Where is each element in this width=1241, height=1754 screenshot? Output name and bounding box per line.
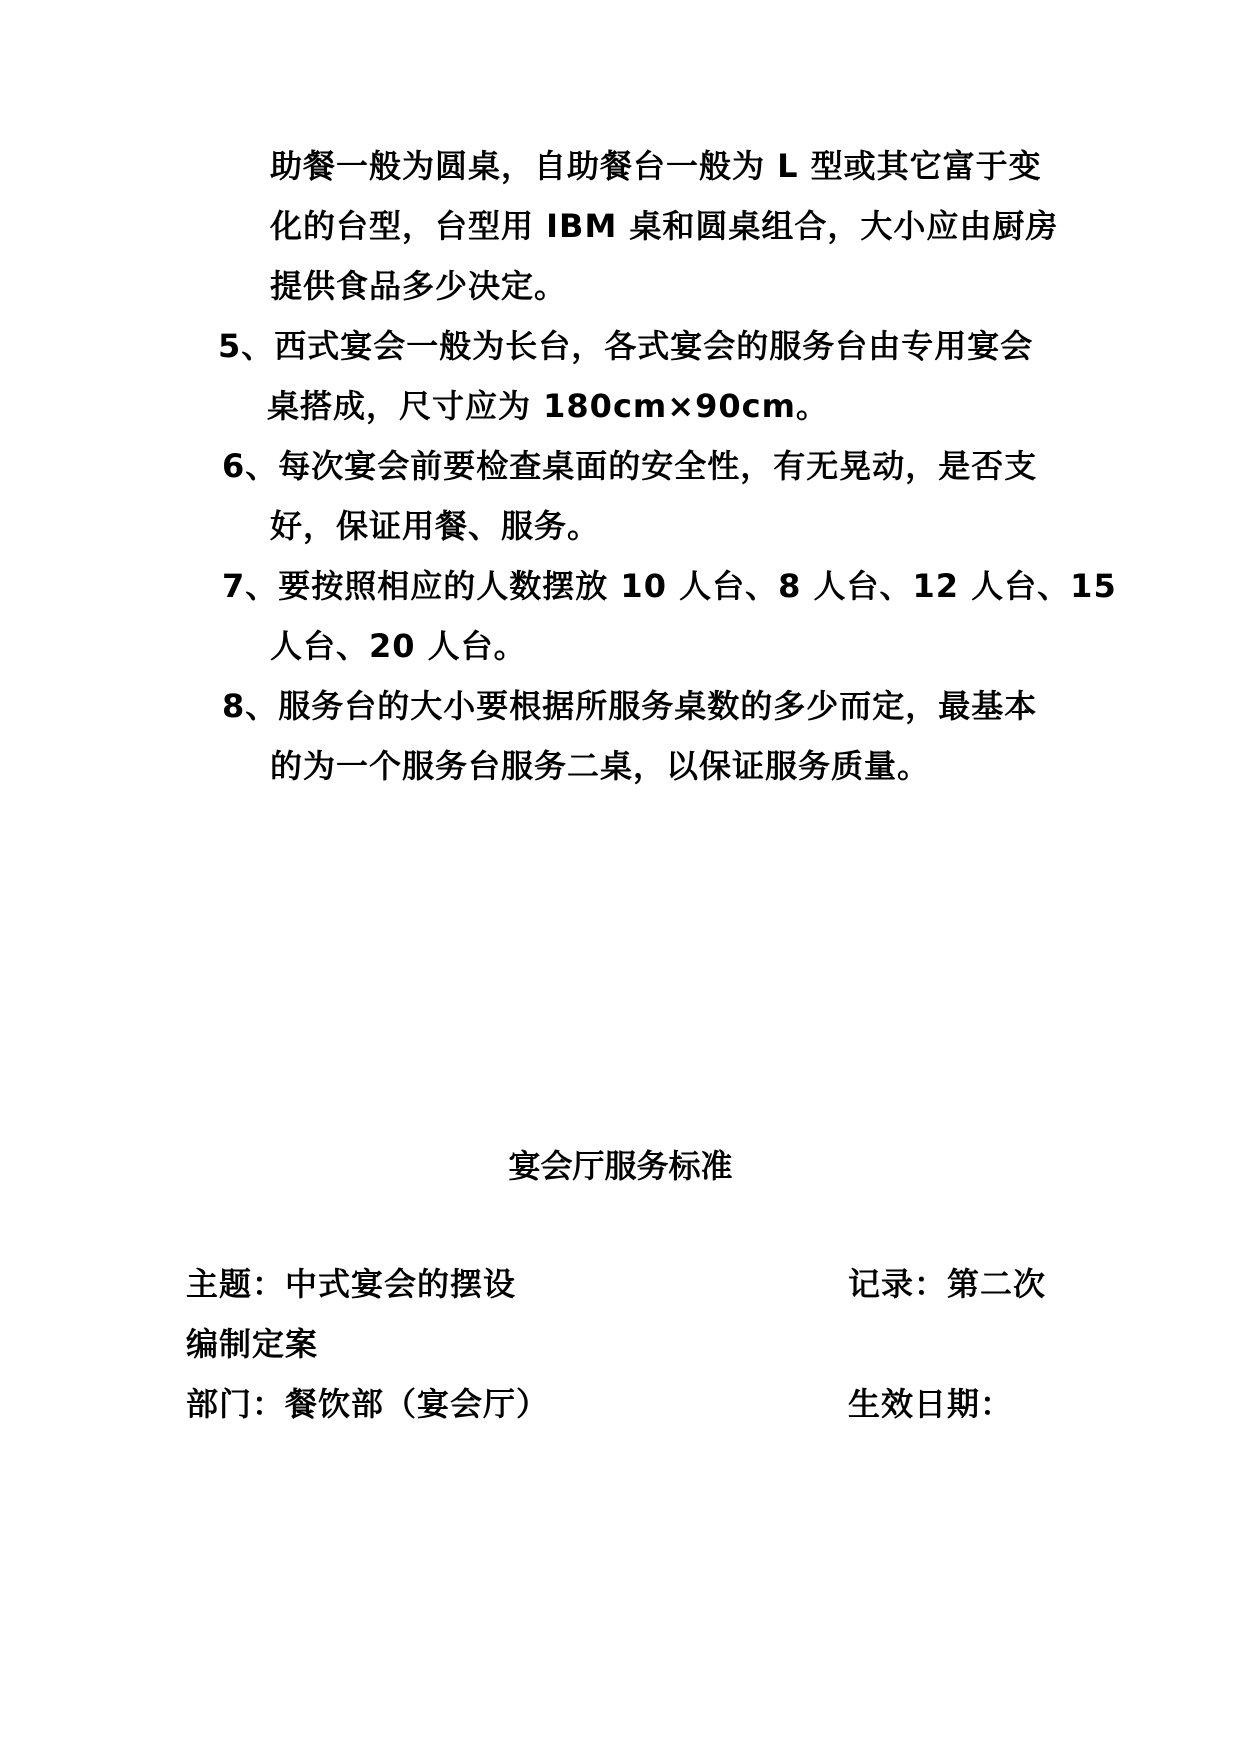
department-field: 部门：餐饮部（宴会厅） xyxy=(186,1385,550,1423)
document-title: 宴会厅服务标准 xyxy=(508,1147,733,1185)
item4-line-2: 化的台型，台型用 IBM 桌和圆桌组合，大小应由厨房 xyxy=(270,207,1059,245)
item5-line-2: 桌搭成，尺寸应为 180cm×90cm。 xyxy=(267,387,829,425)
item5-number: 5、 xyxy=(218,327,275,365)
item6-text-1: 每次宴会前要检查桌面的安全性，有无晃动，是否支 xyxy=(278,447,1038,485)
effective-date-field: 生效日期： xyxy=(848,1385,1014,1423)
compiled-field: 编制定案 xyxy=(186,1325,319,1363)
item7-number: 7、 xyxy=(222,567,279,605)
item8-number: 8、 xyxy=(222,687,279,725)
item8-line-2: 的为一个服务台服务二桌，以保证服务质量。 xyxy=(270,747,931,785)
item5-line-1 xyxy=(218,326,1033,366)
item8-text-1: 服务台的大小要根据所服务桌数的多少而定，最基本 xyxy=(278,687,1038,725)
item7-text-1: 要按照相应的人数摆放 10 人台、8 人台、12 人台、15 xyxy=(278,567,1117,605)
item4-line-3: 提供食品多少决定。 xyxy=(270,267,568,305)
item5-text-1: 西式宴会一般为长台，各式宴会的服务台由专用宴会 xyxy=(274,327,1034,365)
item6-number: 6、 xyxy=(222,447,279,485)
item7-line-2: 人台、20 人台。 xyxy=(270,627,527,665)
item8-line-1 xyxy=(222,686,1037,726)
item6-line-1 xyxy=(222,446,1037,486)
subject-field: 主题：中式宴会的摆设 xyxy=(186,1265,517,1303)
item6-line-2: 好，保证用餐、服务。 xyxy=(270,507,601,545)
item4-line-1: 助餐一般为圆桌，自助餐台一般为 L 型或其它富于变 xyxy=(270,147,1042,185)
item7-line-1 xyxy=(222,566,1117,606)
record-field: 记录：第二次 xyxy=(848,1265,1047,1303)
